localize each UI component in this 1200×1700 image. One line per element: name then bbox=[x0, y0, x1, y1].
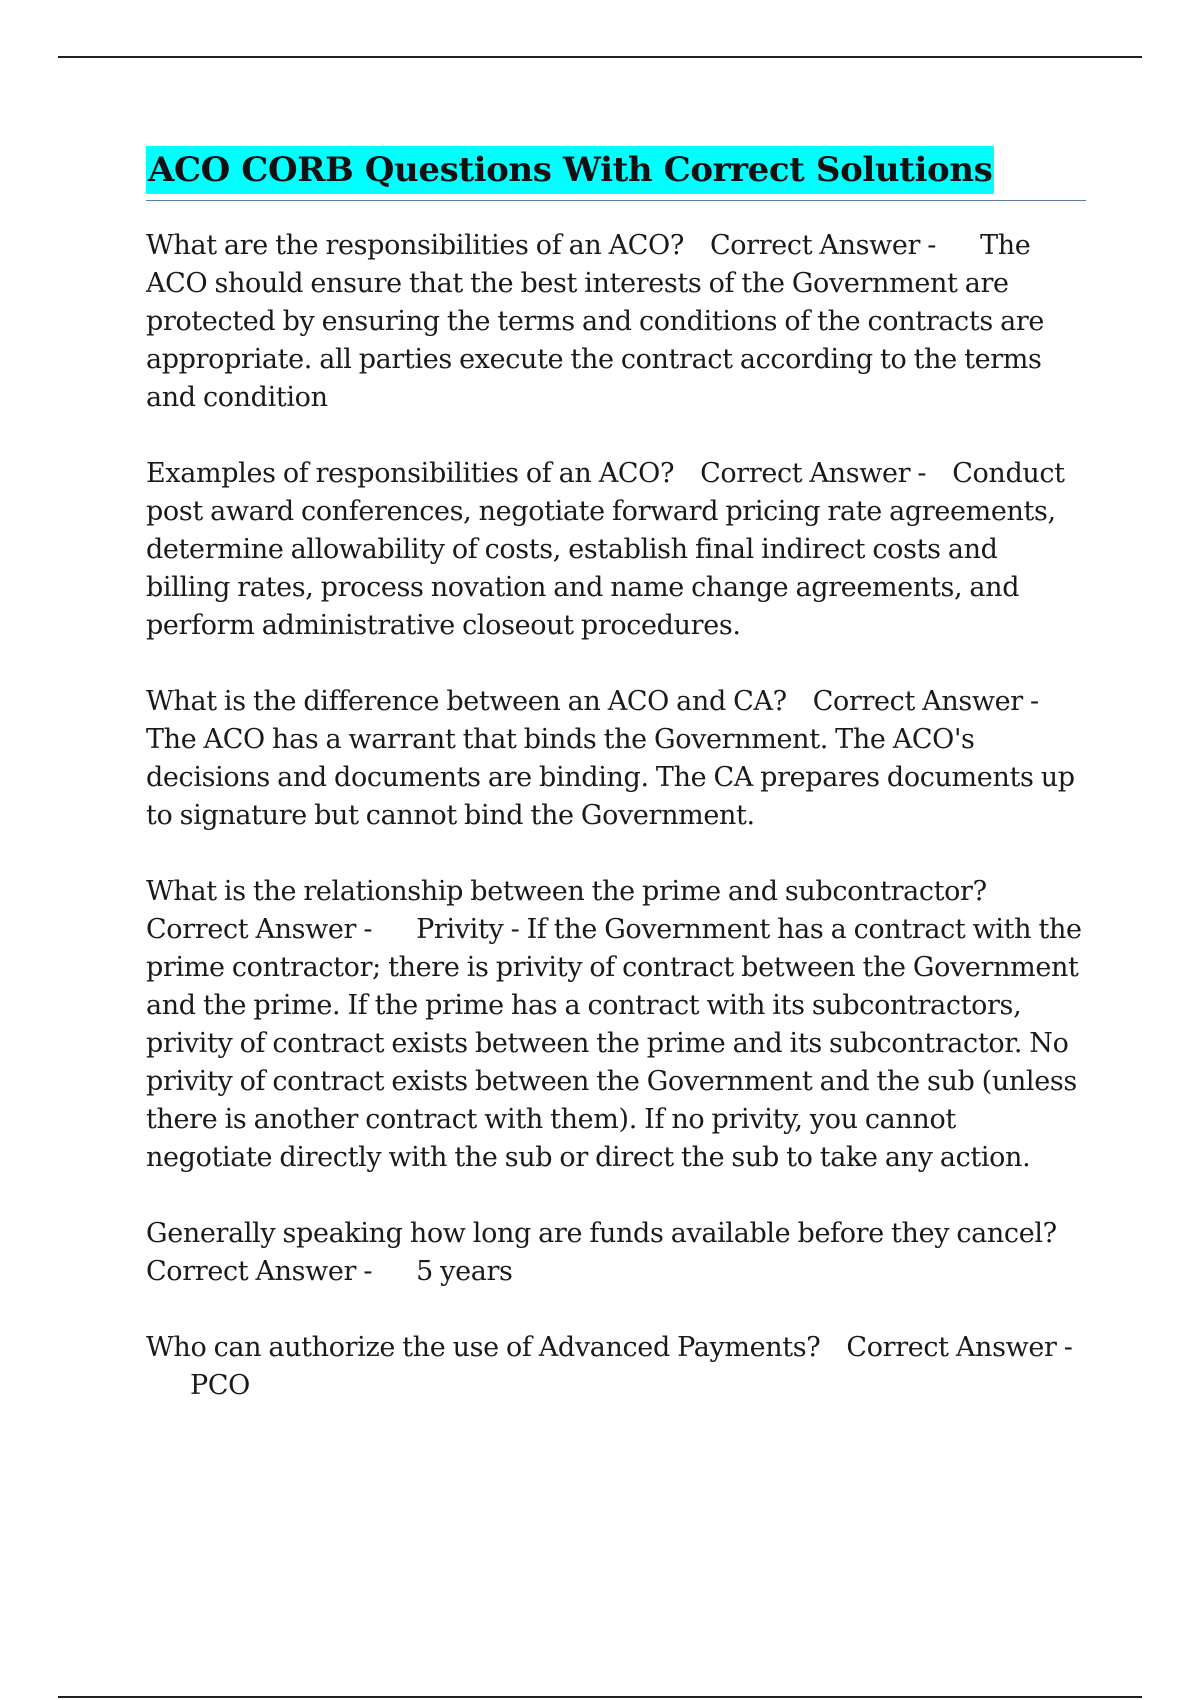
qa-item-3 bbox=[146, 683, 1086, 835]
answer-text: The ACO should ensure that the best interests of the Government are protected by ensuring the terms and conditions of the contracts are appropriate. all parties execute the contract according to the terms and condition bbox=[146, 230, 1044, 413]
qa-item-5 bbox=[146, 1215, 1086, 1291]
answer-label: Correct Answer - bbox=[146, 914, 373, 945]
question-text: What is the relationship between the prime and subcontractor? bbox=[146, 876, 987, 907]
qa-item-2 bbox=[146, 455, 1086, 645]
question-text: Examples of responsibilities of an ACO? bbox=[146, 458, 675, 489]
answer-label: Correct Answer - bbox=[846, 1332, 1073, 1363]
answer-text: Privity - If the Government has a contract with the prime contractor; there is privity of contract between the Government and the prime. If the prime has a contract with its subcontractors, privity of contract exists between the prime and its subcontractor. No privity of contract exists between the Government and the sub (unless there is another contract with them). If no privity, you cannot negotiate directly with the sub or direct the sub to take any action. bbox=[146, 914, 1082, 1173]
answer-text: The ACO has a warrant that binds the Government. The ACO's decisions and documents are binding. The CA prepares documents up to signature but cannot bind the Government. bbox=[146, 724, 1075, 831]
answer-text: PCO bbox=[190, 1370, 250, 1401]
question-text: Generally speaking how long are funds available before they cancel? bbox=[146, 1218, 1057, 1249]
answer-label: Correct Answer - bbox=[812, 686, 1039, 717]
answer-label: Correct Answer - bbox=[709, 230, 937, 261]
document-title: ACO CORB Questions With Correct Solutions bbox=[146, 146, 994, 194]
answer-label: Correct Answer - bbox=[700, 458, 927, 489]
qa-item-4 bbox=[146, 873, 1086, 1177]
qa-item-1 bbox=[146, 227, 1086, 417]
answer-text: Conduct post award conferences, negotiate forward pricing rate agreements, determine allowability of costs, establish final indirect costs and billing rates, process novation and name change agreements, and perform administrative closeout procedures. bbox=[146, 458, 1065, 641]
answer-label: Correct Answer - bbox=[146, 1256, 373, 1287]
answer-text: 5 years bbox=[416, 1256, 513, 1287]
question-text: What is the difference between an ACO and CA? bbox=[146, 686, 787, 717]
bottom-rule bbox=[58, 1696, 1142, 1698]
question-text: What are the responsibilities of an ACO? bbox=[146, 230, 684, 261]
top-rule bbox=[58, 56, 1142, 58]
question-text: Who can authorize the use of Advanced Payments? bbox=[146, 1332, 821, 1363]
document-body bbox=[146, 146, 1086, 1443]
qa-item-6 bbox=[146, 1329, 1086, 1405]
title-block bbox=[146, 146, 1086, 201]
